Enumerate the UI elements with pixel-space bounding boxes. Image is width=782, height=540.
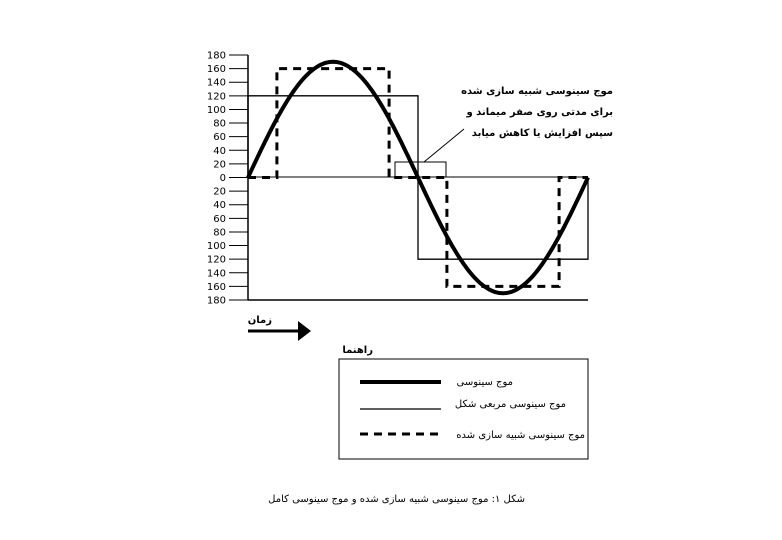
y-tick-label: 40 — [213, 200, 226, 212]
y-tick-label: 20 — [213, 186, 226, 198]
y-tick-label: 100 — [206, 241, 226, 253]
y-tick-label: 60 — [213, 132, 226, 144]
figure-caption: شکل ۱: موج سینوسی شبیه سازی شده و موج سینوسی کامل — [268, 494, 525, 505]
y-tick-label: 140 — [206, 77, 226, 89]
y-axis-ticks — [207, 51, 248, 307]
y-tick-label: 100 — [206, 104, 226, 116]
y-tick-label: 120 — [206, 254, 226, 266]
y-tick-label: 160 — [206, 64, 226, 76]
legend-label-modified: موج سینوسی شبیه سازی شده — [456, 430, 585, 441]
y-tick-label: 20 — [213, 159, 226, 171]
y-tick-label: 60 — [213, 213, 226, 225]
legend-label-sine: موج سینوسی — [456, 377, 513, 388]
y-tick-label: 140 — [206, 268, 226, 280]
y-tick-label: 180 — [206, 295, 226, 307]
annotation-bracket — [395, 162, 446, 177]
y-tick-label: 160 — [206, 281, 226, 293]
y-tick-label: 80 — [213, 118, 226, 130]
y-tick-label: 120 — [206, 91, 226, 103]
y-tick-label: 180 — [206, 50, 226, 62]
y-tick-label: 80 — [213, 227, 226, 239]
annotation-line-2: برای مدتی روی صفر میماند و — [466, 107, 613, 118]
annotation-line-3: سپس افزایش یا کاهش میابد — [471, 128, 613, 139]
legend-title: راهنما — [342, 345, 373, 356]
y-tick-label: 0 — [219, 173, 226, 184]
y-tick-label: 40 — [213, 145, 226, 157]
legend-label-square: موج سینوسی مربعی شکل — [454, 399, 566, 410]
annotation-leader — [424, 129, 464, 162]
x-axis-label: زمان — [247, 315, 272, 326]
annotation-line-1: موج سینوسی شبیه سازی شده — [461, 86, 613, 97]
